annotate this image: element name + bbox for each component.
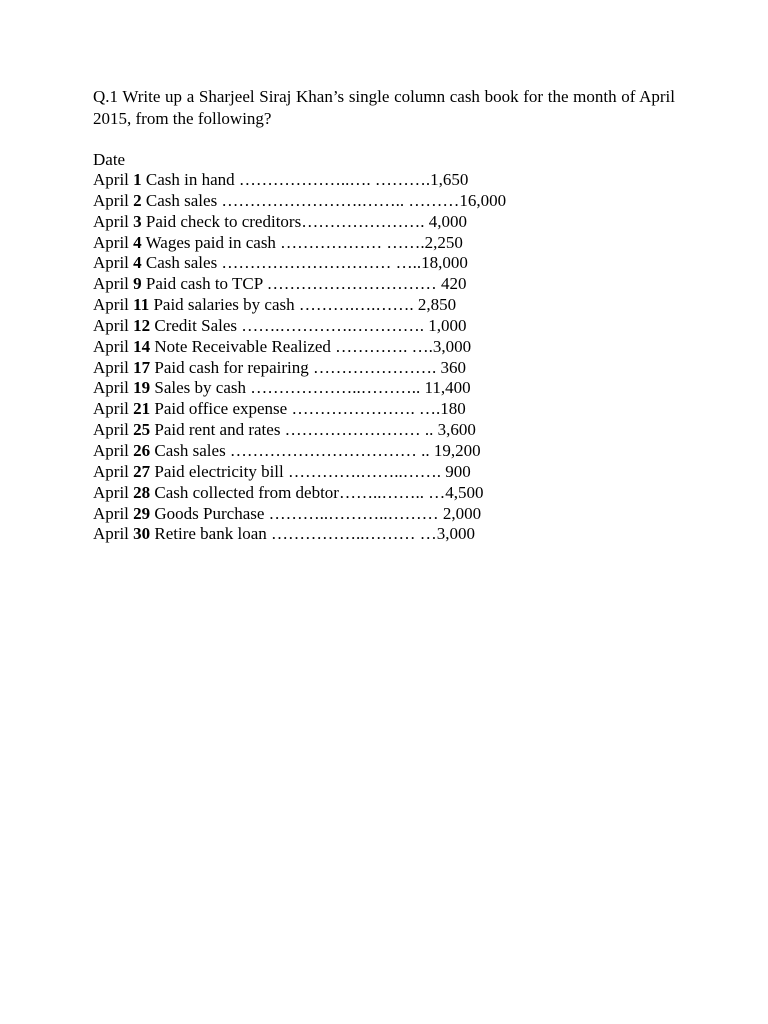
entry-month: April: [93, 295, 129, 315]
transaction-entry: [93, 274, 675, 295]
entry-day: 25: [133, 420, 151, 440]
entry-description: Cash sales ………………………… …..18,000: [145, 253, 468, 273]
entry-month: April: [93, 440, 129, 460]
entry-day: 17: [133, 357, 151, 377]
entry-description: Paid salaries by cash ……….….……. 2,850: [153, 295, 457, 315]
entry-description: Cash sales …………………………… .. 19,200: [154, 440, 481, 460]
entry-description: Note Receivable Realized …………. ….3,000: [154, 336, 472, 356]
transaction-entry: [93, 358, 675, 379]
transaction-entry: [93, 420, 675, 441]
transaction-entry: [93, 212, 675, 233]
entry-month: April: [93, 524, 129, 544]
entry-day: 30: [133, 524, 151, 544]
entry-day: 2: [133, 190, 142, 210]
transaction-entry: [93, 462, 675, 483]
entry-month: April: [93, 211, 129, 231]
entry-description: Paid office expense …………………. ….180: [154, 399, 466, 419]
question-text: Q.1 Write up a Sharjeel Siraj Khan’s single column cash book for the month of April 2015, from the following?: [93, 87, 675, 128]
entry-description: Paid cash to TCP ………………………… 420: [145, 274, 467, 294]
entry-month: April: [93, 232, 129, 252]
entry-description: Cash in hand ………………..…. ……….1,650: [145, 170, 469, 189]
transaction-entry: [93, 504, 675, 525]
entry-day: 11: [133, 295, 150, 315]
entry-month: April: [93, 378, 129, 398]
entry-month: April: [93, 190, 129, 210]
transaction-entry: [93, 191, 675, 212]
entry-month: April: [93, 482, 129, 502]
entry-month: April: [93, 315, 129, 335]
entry-day: 27: [133, 461, 151, 481]
entry-day: 14: [133, 336, 151, 356]
transaction-entry: [93, 253, 675, 274]
transaction-entry: [93, 233, 675, 254]
entry-description: Sales by cash ………………..……….. 11,400: [154, 378, 471, 398]
transaction-entry: [93, 337, 675, 358]
transaction-entry: [93, 316, 675, 337]
entry-day: 12: [133, 315, 151, 335]
entry-day: 3: [133, 211, 142, 231]
transaction-list: [93, 170, 675, 545]
entry-description: Retire bank loan ……………..……… …3,000: [154, 524, 475, 544]
entry-description: Paid electricity bill ………….……..……. 900: [154, 461, 471, 481]
entry-day: 26: [133, 440, 151, 460]
entry-description: Cash collected from debtor……..…….. …4,500: [154, 482, 484, 502]
entry-day: 4: [133, 232, 142, 252]
entry-description: Goods Purchase ………..………..……… 2,000: [154, 503, 482, 523]
entry-month: April: [93, 170, 129, 189]
entry-month: April: [93, 336, 129, 356]
entry-day: 28: [133, 482, 151, 502]
entry-month: April: [93, 399, 129, 419]
entry-day: 4: [133, 253, 142, 273]
entry-description: Paid rent and rates …………………… .. 3,600: [154, 420, 476, 440]
entry-month: April: [93, 357, 129, 377]
entry-month: April: [93, 420, 129, 440]
date-heading: Date: [93, 150, 126, 169]
transaction-entry: [93, 524, 675, 545]
transaction-entry: [93, 170, 675, 191]
transaction-entry: [93, 295, 675, 316]
transaction-entry: [93, 399, 675, 420]
entry-month: April: [93, 253, 129, 273]
entry-day: 19: [133, 378, 151, 398]
entry-month: April: [93, 503, 129, 523]
transaction-entry: [93, 483, 675, 504]
entry-day: 21: [133, 399, 151, 419]
entry-day: 1: [133, 170, 142, 189]
document-page: [93, 86, 675, 545]
entry-day: 29: [133, 503, 151, 523]
transaction-entry: [93, 441, 675, 462]
entry-description: Paid cash for repairing …………………. 360: [154, 357, 467, 377]
entry-day: 9: [133, 274, 142, 294]
entry-description: Credit Sales …….………….…………. 1,000: [154, 315, 467, 335]
entry-description: Wages paid in cash ……………… …….2,250: [145, 232, 463, 252]
entry-month: April: [93, 461, 129, 481]
entry-description: Paid check to creditors…………………. 4,000: [145, 211, 467, 231]
entry-month: April: [93, 274, 129, 294]
entry-description: Cash sales …………………….…….. ………16,000: [145, 190, 507, 210]
transaction-entry: [93, 378, 675, 399]
